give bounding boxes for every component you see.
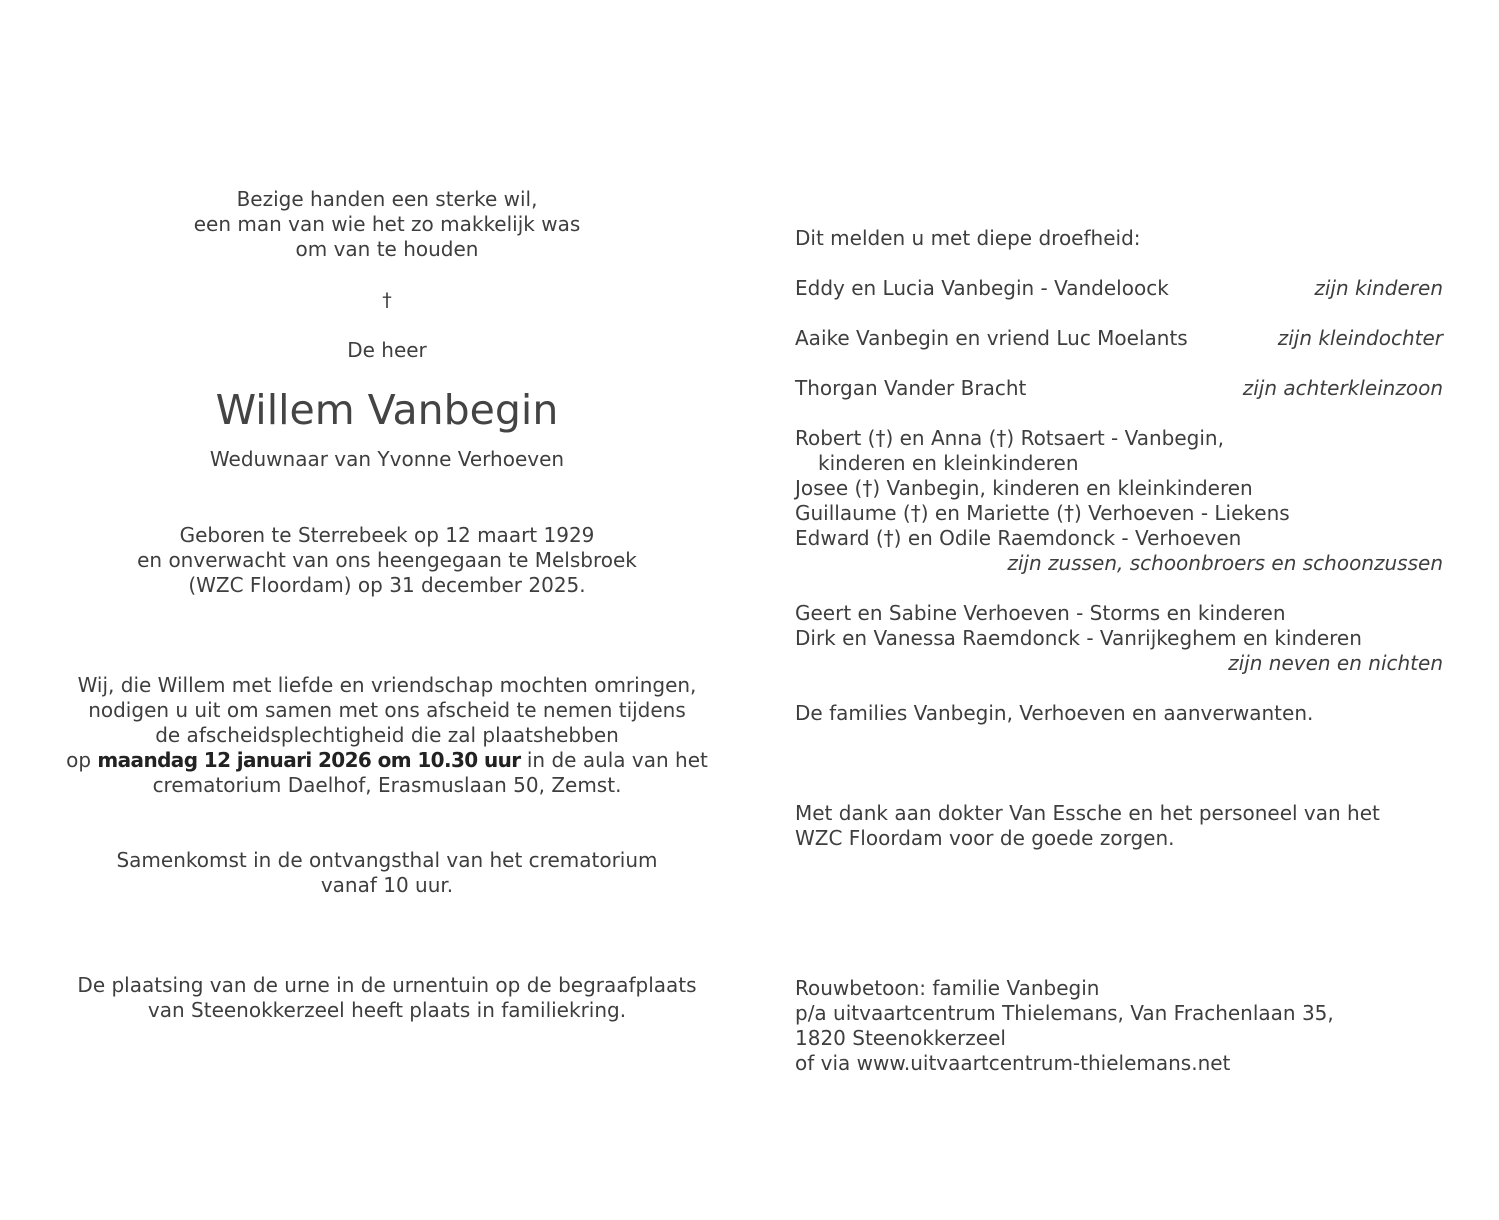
invitation-line: nodigen u uit om samen met ons afscheid te nemen tijdens: [88, 698, 686, 722]
invitation-line: Wij, die Willem met liefde en vriendschap mochten omringen,: [77, 673, 697, 697]
invitation-pre: op: [66, 748, 98, 772]
cousin-line: Dirk en Vanessa Raemdonck - Vanrijkeghem en kinderen: [795, 626, 1362, 650]
birth-death-info: [40, 523, 734, 598]
relation-label: zijn achterkleinzoon: [1242, 376, 1443, 400]
thanks-line: Met dank aan dokter Van Essche en het personeel van het: [795, 801, 1380, 825]
poem-line: om van te houden: [295, 237, 479, 261]
thanks-line: WZC Floordam voor de goede zorgen.: [795, 826, 1175, 850]
widow-of: Weduwnaar van Yvonne Verhoeven: [209, 447, 565, 471]
invitation-date-line: [40, 748, 734, 773]
right-panel: [795, 226, 1443, 1076]
relation-names: Aaike Vanbegin en vriend Luc Moelants: [795, 326, 1188, 350]
urn-line: De plaatsing van de urne in de urnentuin op de begraafplaats: [77, 973, 697, 997]
cross-icon: †: [382, 289, 392, 311]
sibling-line: kinderen en kleinkinderen: [818, 451, 1079, 475]
invitation-post: in de aula van het: [520, 748, 708, 772]
sibling-line: Edward (†) en Odile Raemdonck - Verhoeven: [795, 526, 1242, 550]
relation-label: zijn kleindochter: [1277, 326, 1443, 350]
birth-line: Geboren te Sterrebeek op 12 maart 1929: [179, 523, 595, 547]
left-panel: [40, 187, 734, 1023]
birth-line: en onverwacht van ons heengegaan te Melsbroek: [137, 548, 637, 572]
sibling-line: Robert (†) en Anna (†) Rotsaert - Vanbegin,: [795, 426, 1224, 450]
condolences-website: of via www.uitvaartcentrum-thielemans.net: [795, 1051, 1231, 1075]
gathering-line: Samenkomst in de ontvangsthal van het crematorium: [116, 848, 658, 872]
relation-label: zijn neven en nichten: [1228, 651, 1443, 675]
cousins-block: [795, 601, 1443, 676]
poem-line: Bezige handen een sterke wil,: [236, 187, 538, 211]
condolences-block: [795, 976, 1443, 1076]
condolences-line: 1820 Steenokkerzeel: [795, 1026, 1006, 1050]
deceased-name: Willem Vanbegin: [215, 386, 559, 434]
relation-names: Eddy en Lucia Vanbegin - Vandeloock: [795, 276, 1169, 300]
relation-label: zijn zussen, schoonbroers en schoonzussen: [1007, 551, 1443, 575]
condolences-line: p/a uitvaartcentrum Thielemans, Van Frachenlaan 35,: [795, 1001, 1334, 1025]
relation-label: zijn kinderen: [1314, 276, 1443, 300]
ceremony-datetime: maandag 12 januari 2026 om 10.30 uur: [97, 748, 521, 772]
invitation-line: de afscheidsplechtigheid die zal plaatshebben: [155, 723, 619, 747]
cousin-line: Geert en Sabine Verhoeven - Storms en kinderen: [795, 601, 1286, 625]
title-prefix: De heer: [347, 338, 427, 362]
gathering-line: vanaf 10 uur.: [320, 873, 454, 897]
urn-info: [40, 973, 734, 1023]
announcement-intro: Dit melden u met diepe droefheid:: [795, 226, 1141, 250]
relation-names: Thorgan Vander Bracht: [795, 376, 1027, 400]
gathering-info: [40, 848, 734, 898]
families-line: De families Vanbegin, Verhoeven en aanverwanten.: [795, 701, 1314, 725]
ceremony-invitation: [40, 673, 734, 798]
thanks-block: [795, 801, 1443, 851]
siblings-block: [795, 426, 1443, 576]
condolences-line: Rouwbetoon: familie Vanbegin: [795, 976, 1100, 1000]
invitation-line: crematorium Daelhof, Erasmuslaan 50, Zemst.: [152, 773, 622, 797]
poem: [40, 187, 734, 262]
relation-row: [795, 376, 1443, 401]
relation-row: [795, 326, 1443, 351]
birth-line: (WZC Floordam) op 31 december 2025.: [188, 573, 586, 597]
sibling-line: Guillaume (†) en Mariette (†) Verhoeven - Liekens: [795, 501, 1290, 525]
poem-line: een man van wie het zo makkelijk was: [193, 212, 581, 236]
relation-row: [795, 276, 1443, 301]
urn-line: van Steenokkerzeel heeft plaats in familiekring.: [147, 998, 627, 1022]
sibling-line: Josee (†) Vanbegin, kinderen en kleinkinderen: [795, 476, 1253, 500]
